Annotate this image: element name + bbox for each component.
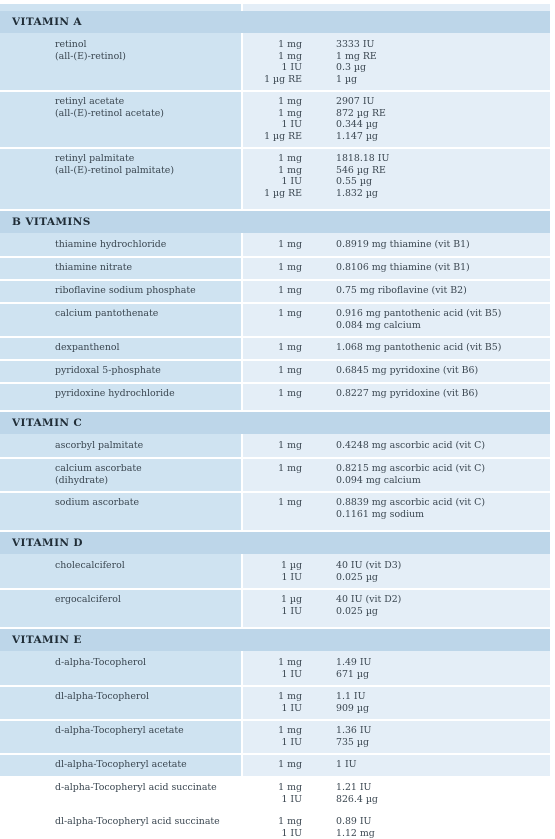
equivalent-value: 0.89 IU 1.12 mg [336, 816, 375, 839]
equivalent-value: 40 IU (vit D3) 0.025 µg [336, 560, 402, 583]
substance-name: retinyl palmitate (all-(E)-retinol palmitate) [55, 153, 175, 176]
equivalent-value: 0.6845 mg pyridoxine (vit B6) [336, 365, 479, 376]
amount-value: 1 mg 1 mg 1 IU 1 µg RE [264, 96, 302, 142]
substance-name: d-alpha-Tocopheryl acid succinate [55, 782, 217, 793]
amount-value: 1 mg [278, 308, 302, 319]
section-header [0, 211, 550, 233]
equivalent-value: 3333 IU 1 mg RE 0.3 µg 1 µg [336, 39, 377, 85]
equivalent-value: 1818.18 IU 546 µg RE 0.55 µg 1.832 µg [336, 153, 390, 199]
substance-name: calcium pantothenate [55, 308, 159, 319]
equivalent-value: 2907 IU 872 µg RE 0.344 µg 1.147 µg [336, 96, 386, 142]
substance-name: pyridoxine hydrochloride [55, 388, 175, 399]
equivalent-value: 1.1 IU 909 µg [336, 691, 369, 714]
amount-value: 1 mg [278, 759, 302, 770]
section-header [0, 412, 550, 434]
amount-value: 1 mg [278, 239, 302, 250]
row-divider [0, 719, 550, 721]
row-divider [0, 382, 550, 384]
substance-name: dl-alpha-Tocopheryl acid succinate [55, 816, 220, 827]
amount-value: 1 µg 1 IU [280, 560, 302, 583]
substance-name: retinol (all-(E)-retinol) [55, 39, 126, 62]
row-divider [0, 776, 550, 778]
section-title: VITAMIN C [12, 417, 83, 429]
row-divider [0, 90, 550, 92]
row-divider [0, 588, 550, 590]
equivalent-value: 40 IU (vit D2) 0.025 µg [336, 594, 402, 617]
row-divider [0, 359, 550, 361]
equivalent-value: 0.8215 mg ascorbic acid (vit C) 0.094 mg calcium [336, 463, 486, 486]
substance-name: thiamine hydrochloride [55, 239, 167, 250]
equivalent-value: 0.8919 mg thiamine (vit B1) [336, 239, 470, 250]
substance-name: calcium ascorbate (dihydrate) [55, 463, 142, 486]
equivalent-value: 1.21 IU 826.4 µg [336, 782, 378, 805]
amount-value: 1 mg 1 IU [278, 657, 302, 680]
row-divider [0, 491, 550, 493]
substance-name: thiamine nitrate [55, 262, 133, 273]
row-divider [0, 753, 550, 755]
substance-name: sodium ascorbate [55, 497, 140, 508]
equivalent-value: 1.36 IU 735 µg [336, 725, 372, 748]
equivalent-value: 0.4248 mg ascorbic acid (vit C) [336, 440, 486, 451]
vitamin-conversion-table [0, 4, 550, 839]
row-divider [0, 457, 550, 459]
amount-value: 1 mg 1 IU [278, 782, 302, 805]
amount-value: 1 mg 1 IU [278, 725, 302, 748]
substance-name: riboflavine sodium phosphate [55, 285, 196, 296]
row-divider [0, 256, 550, 258]
section-header [0, 629, 550, 651]
amount-value: 1 mg 1 mg 1 IU 1 µg RE [264, 153, 302, 199]
section-header [0, 532, 550, 554]
section-title: B VITAMINS [12, 216, 91, 228]
amount-value: 1 mg [278, 440, 302, 451]
row-divider [0, 302, 550, 304]
amount-value: 1 µg 1 IU [280, 594, 302, 617]
equivalent-value: 0.8227 mg pyridoxine (vit B6) [336, 388, 479, 399]
substance-name: d-alpha-Tocopherol [55, 657, 146, 668]
amount-value: 1 mg 1 IU [278, 816, 302, 839]
equivalent-value: 0.8839 mg ascorbic acid (vit C) 0.1161 mg sodium [336, 497, 486, 520]
substance-name: dl-alpha-Tocopheryl acetate [55, 759, 187, 770]
equivalent-value: 1.49 IU 671 µg [336, 657, 372, 680]
amount-value: 1 mg 1 IU [278, 691, 302, 714]
equivalent-value: 0.8106 mg thiamine (vit B1) [336, 262, 470, 273]
row-divider [0, 685, 550, 687]
amount-value: 1 mg [278, 342, 302, 353]
substance-name: retinyl acetate (all-(E)-retinol acetate) [55, 96, 164, 119]
amount-value: 1 mg [278, 285, 302, 296]
row-divider [0, 279, 550, 281]
equivalent-value: 0.916 mg pantothenic acid (vit B5) 0.084 mg calcium [336, 308, 502, 331]
table-rows [0, 4, 550, 839]
amount-value: 1 mg [278, 463, 302, 474]
equivalent-value: 1 IU [336, 759, 357, 770]
row-divider [0, 336, 550, 338]
section-title: VITAMIN A [12, 16, 82, 28]
amount-value: 1 mg [278, 388, 302, 399]
substance-name: ergocalciferol [55, 594, 121, 605]
amount-value: 1 mg [278, 365, 302, 376]
section-header [0, 11, 550, 33]
substance-name: dexpanthenol [55, 342, 120, 353]
section-title: VITAMIN D [12, 537, 83, 549]
substance-name: d-alpha-Tocopheryl acetate [55, 725, 184, 736]
amount-value: 1 mg [278, 497, 302, 508]
row-divider [0, 147, 550, 149]
equivalent-value: 0.75 mg riboflavine (vit B2) [336, 285, 467, 296]
equivalent-value: 1.068 mg pantothenic acid (vit B5) [336, 342, 502, 353]
amount-value: 1 mg 1 mg 1 IU 1 µg RE [264, 39, 302, 85]
substance-name: pyridoxal 5-phosphate [55, 365, 161, 376]
amount-value: 1 mg [278, 262, 302, 273]
section-title: VITAMIN E [12, 634, 82, 646]
substance-name: cholecalciferol [55, 560, 125, 571]
substance-name: ascorbyl palmitate [55, 440, 144, 451]
row-divider [0, 810, 550, 812]
substance-name: dl-alpha-Tocopherol [55, 691, 149, 702]
